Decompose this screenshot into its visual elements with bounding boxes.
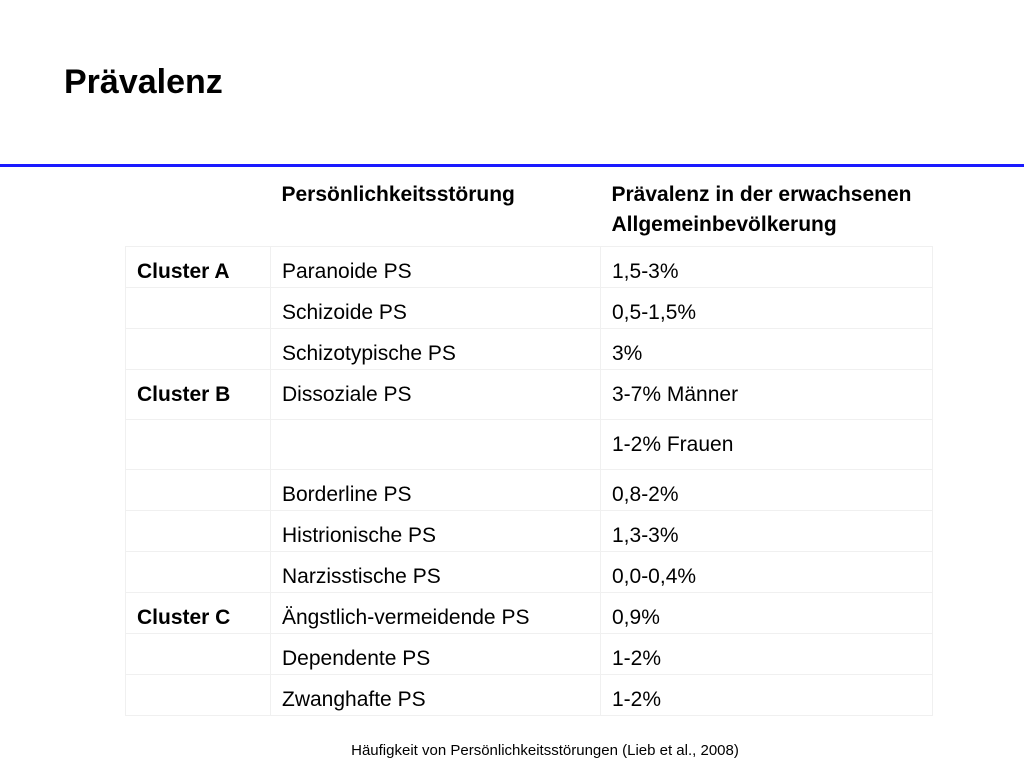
disorder-cell: Ängstlich-vermeidende PS xyxy=(271,593,601,634)
disorder-cell: Schizoide PS xyxy=(271,288,601,329)
prevalence-cell: 0,8-2% xyxy=(601,470,933,511)
prevalence-table xyxy=(125,172,933,716)
table-row xyxy=(126,552,933,593)
prevalence-cell: 0,9% xyxy=(601,593,933,634)
prevalence-cell: 1-2% Frauen xyxy=(601,420,933,470)
cluster-cell: Cluster C xyxy=(126,593,271,634)
slide-title: Prävalenz xyxy=(64,63,223,101)
title-divider xyxy=(0,164,1024,167)
table-row xyxy=(126,370,933,420)
cluster-cell xyxy=(126,511,271,552)
disorder-cell: Narzisstische PS xyxy=(271,552,601,593)
disorder-cell: Borderline PS xyxy=(271,470,601,511)
table-row xyxy=(126,420,933,470)
prevalence-cell: 0,5-1,5% xyxy=(601,288,933,329)
cluster-cell xyxy=(126,675,271,716)
table-row xyxy=(126,329,933,370)
cluster-cell: Cluster B xyxy=(126,370,271,420)
header-disorder: Persönlichkeitsstörung xyxy=(281,183,515,206)
table-row xyxy=(126,593,933,634)
disorder-cell: Dissoziale PS xyxy=(271,370,601,420)
prevalence-table-container xyxy=(125,172,932,716)
table-row xyxy=(126,511,933,552)
disorder-cell xyxy=(271,420,601,470)
prevalence-cell: 0,0-0,4% xyxy=(601,552,933,593)
cluster-cell xyxy=(126,552,271,593)
disorder-cell: Dependente PS xyxy=(271,634,601,675)
prevalence-cell: 3% xyxy=(601,329,933,370)
table-header-row xyxy=(126,172,933,247)
disorder-cell: Paranoide PS xyxy=(271,247,601,288)
table-row xyxy=(126,288,933,329)
cluster-cell xyxy=(126,420,271,470)
prevalence-cell: 1,3-3% xyxy=(601,511,933,552)
source-caption: Häufigkeit von Persönlichkeitsstörungen (Lieb et al., 2008) xyxy=(351,742,739,759)
header-cluster xyxy=(126,172,271,247)
prevalence-cell: 1-2% xyxy=(601,634,933,675)
header-prevalence: Prävalenz in der erwachsenen Allgemeinbevölkerung xyxy=(611,183,912,236)
cluster-cell xyxy=(126,288,271,329)
cluster-cell xyxy=(126,470,271,511)
table-row xyxy=(126,470,933,511)
table-row xyxy=(126,247,933,288)
disorder-cell: Schizotypische PS xyxy=(271,329,601,370)
table-row xyxy=(126,634,933,675)
cluster-cell xyxy=(126,634,271,675)
table-row xyxy=(126,675,933,716)
disorder-cell: Histrionische PS xyxy=(271,511,601,552)
disorder-cell: Zwanghafte PS xyxy=(271,675,601,716)
prevalence-cell: 1,5-3% xyxy=(601,247,933,288)
prevalence-cell: 1-2% xyxy=(601,675,933,716)
cluster-cell xyxy=(126,329,271,370)
prevalence-cell: 3-7% Männer xyxy=(601,370,933,420)
cluster-cell: Cluster A xyxy=(126,247,271,288)
